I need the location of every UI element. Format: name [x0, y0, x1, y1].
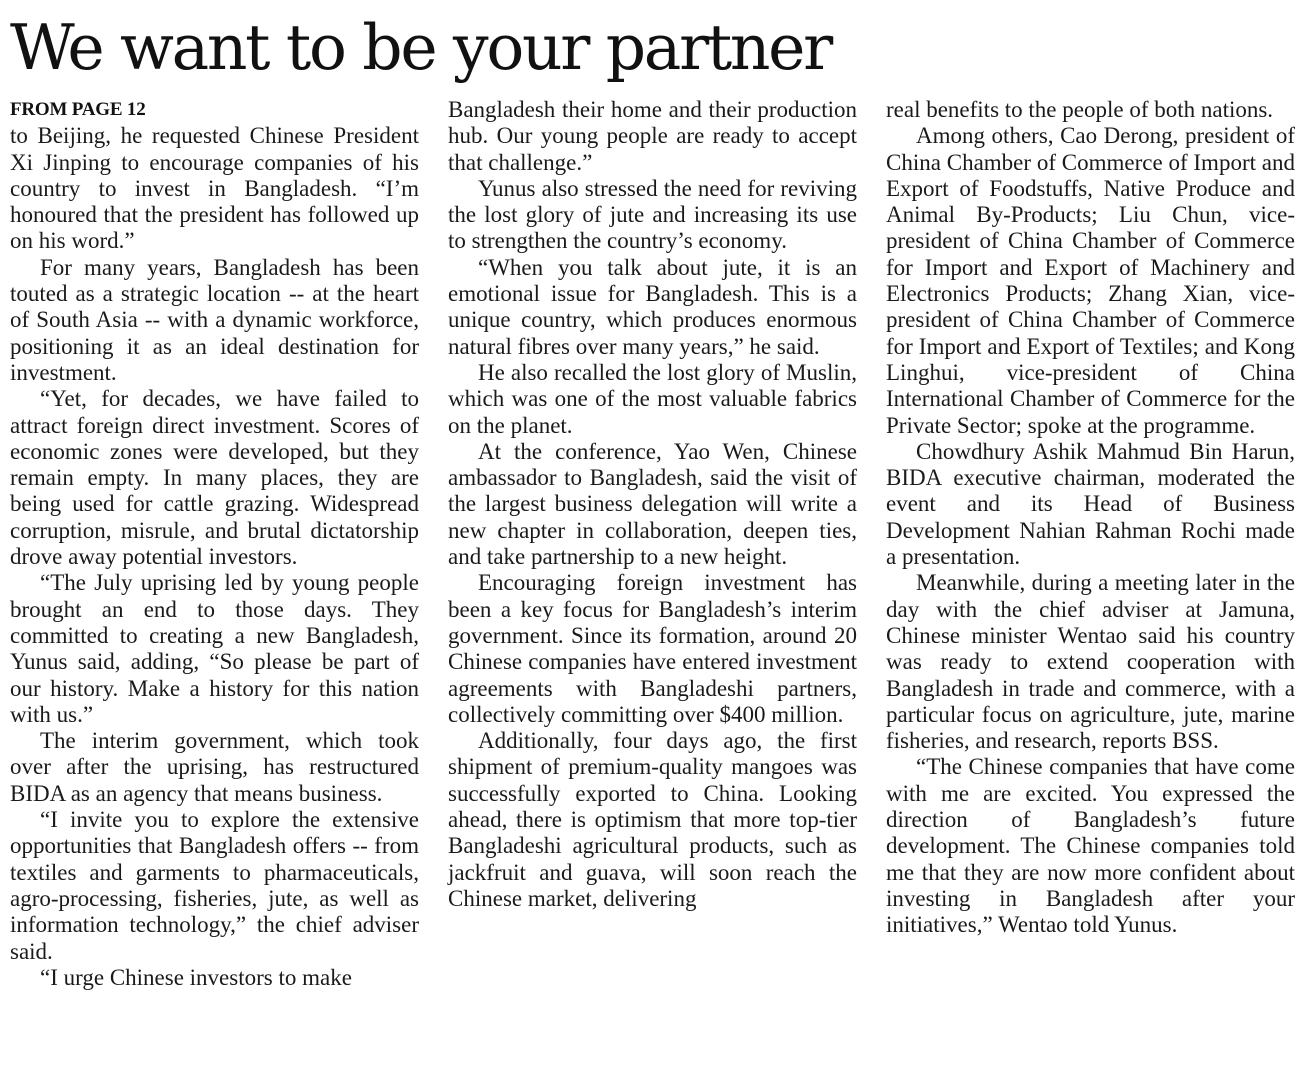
paragraph: Among others, Cao Derong, president of China Chamber of Commerce of Import and Export of Foodstuffs, Native Produce and Animal By-Products; Liu Chun, vice-president of China Chamber of Commerce for Import and Export of Machinery and Electronics Products; Zhang Xian, vice-president of China Chamber of Commerce for Import and Export of Textiles; and Kong Linghui, vice-president of China International Chamber of Commerce for the Private Sector; spoke at the programme.: [886, 123, 1295, 438]
paragraph: Yunus also stressed the need for reviving the lost glory of jute and increasing its use to strengthen the country’s economy.: [448, 175, 857, 254]
paragraph: At the conference, Yao Wen, Chinese ambassador to Bangladesh, said the visit of the largest business delegation will write a new chapter in collaboration, deepen ties, and take partnership to a new height.: [448, 438, 857, 570]
paragraph: “I invite you to explore the extensive opportunities that Bangladesh offers -- from textiles and garments to pharmaceuticals, agro-processing, fisheries, jute, as well as information technology,” the chief adviser said.: [10, 807, 419, 964]
text-column-3: [886, 97, 1295, 939]
paragraph: “The Chinese companies that have come with me are excited. You expressed the direction of Bangladesh’s future development. The Chinese companies told me that they are now more confident about investing in Bangladesh after your initiatives,” Wentao told Yunus.: [886, 754, 1295, 938]
paragraph: For many years, Bangladesh has been touted as a strategic location -- at the heart of South Asia -- with a dynamic workforce, positioning it as an ideal destination for investment.: [10, 254, 419, 385]
headline: We want to be your partner: [10, 11, 831, 84]
paragraph: Additionally, four days ago, the first shipment of premium-quality mangoes was successfully exported to China. Looking ahead, there is optimism that more top-tier Bangladeshi agricultural products, such as jackfruit and guava, will soon reach the Chinese market, delivering: [448, 728, 857, 911]
paragraph: to Beijing, he requested Chinese President Xi Jinping to encourage companies of his country to invest in Bangladesh. “I’m honoured that the president has followed up on his word.”: [10, 123, 419, 254]
paragraph: “Yet, for decades, we have failed to attract foreign direct investment. Scores of economic zones were developed, but they remain empty. In many places, they are being used for cattle grazing. Widespread corruption, misrule, and brutal dictatorship drove away potential investors.: [10, 386, 419, 570]
jump-line: FROM PAGE 12: [10, 99, 146, 120]
article-body: [10, 97, 1296, 1077]
paragraph: “I urge Chinese investors to make: [40, 964, 352, 990]
paragraph: real benefits to the people of both nations.: [886, 97, 1274, 122]
paragraph: Encouraging foreign investment has been a key focus for Bangladesh’s interim government. Since its formation, around 20 Chinese companies have entered investment agreements with Bangladeshi partners, collectively committing over $400 million.: [448, 570, 857, 727]
paragraph: “When you talk about jute, it is an emotional issue for Bangladesh. This is a unique country, which produces enormous natural fibres over many years,” he said.: [448, 254, 857, 359]
paragraph: Chowdhury Ashik Mahmud Bin Harun, BIDA executive chairman, moderated the event and its Head of Business Development Nahian Rahman Rochi made a presentation.: [886, 438, 1295, 570]
text-column-1: [10, 97, 419, 991]
paragraph: Meanwhile, during a meeting later in the day with the chief adviser at Jamuna, Chinese minister Wentao said his country was ready to extend cooperation with Bangladesh in trade and commerce, with a particular focus on agriculture, jute, marine fisheries, and research, reports BSS.: [886, 570, 1295, 754]
paragraph: He also recalled the lost glory of Muslin, which was one of the most valuable fabrics on the planet.: [448, 359, 857, 438]
paragraph: The interim government, which took over after the uprising, has restructured BIDA as an agency that means business.: [10, 728, 419, 806]
text-column-2: [448, 97, 857, 912]
paragraph: Bangladesh their home and their production hub. Our young people are ready to accept that challenge.”: [448, 97, 857, 175]
paragraph: “The July uprising led by young people brought an end to those days. They committed to creating a new Bangladesh, Yunus said, adding, “So please be part of our history. Make a history for this nation with us.”: [10, 570, 419, 727]
